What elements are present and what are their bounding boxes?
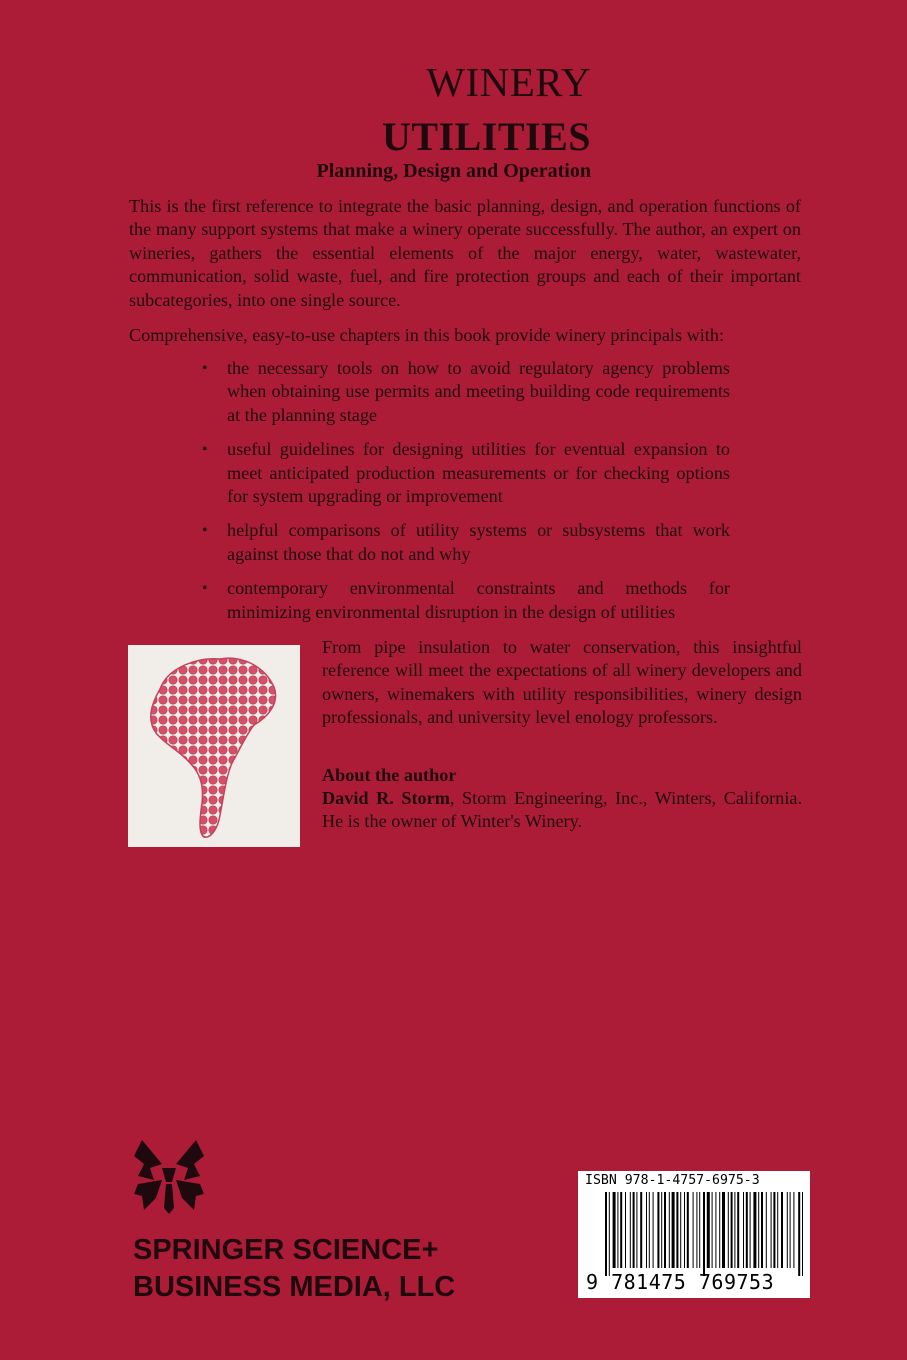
- barcode-bar: [699, 1192, 700, 1268]
- barcode-bar: [605, 1192, 607, 1276]
- feature-text: the necessary tools on how to avoid regulatory agency problems when obtaining use permits and meeting building code requirements at the planning stage: [227, 358, 730, 425]
- about-author-heading: About the author: [322, 765, 457, 785]
- barcode-bar: [613, 1192, 616, 1268]
- barcode-bar: [653, 1192, 654, 1268]
- author-name: David R. Storm: [322, 788, 450, 808]
- barcode-bar: [609, 1192, 610, 1276]
- barcode-bar: [620, 1192, 622, 1268]
- barcode-bar: [766, 1192, 767, 1268]
- barcode-bar: [798, 1192, 800, 1276]
- author-details: , Storm Engineering, Inc., Winters, California. He is the owner of Winter's Winery.: [322, 788, 802, 832]
- barcode-bar: [771, 1192, 772, 1268]
- bullet-marker: •: [202, 360, 208, 377]
- publisher-line1: SPRINGER SCIENCE+: [133, 1234, 439, 1266]
- bullet-marker: •: [202, 441, 208, 459]
- isbn-label: ISBN 978-1-4757-6975-3: [585, 1173, 760, 1188]
- barcode-bar: [646, 1192, 647, 1268]
- barcode-bar: [715, 1192, 716, 1268]
- chapters-intro: Comprehensive, easy-to-use chapters in this book provide winery principals with:: [129, 325, 725, 345]
- barcode-bar: [758, 1192, 759, 1268]
- barcode-bar: [669, 1192, 670, 1268]
- about-author-text: [322, 787, 802, 834]
- barcode-bar: [773, 1192, 775, 1268]
- barcode-bar: [707, 1192, 710, 1268]
- feature-text: contemporary environmental constraints and methods for minimizing environmental disruption in the design of utilities: [227, 578, 730, 622]
- barcode-bar: [753, 1192, 756, 1268]
- barcode-bar: [790, 1192, 791, 1268]
- springer-logo-icon: [132, 1138, 206, 1214]
- barcode-bar: [684, 1192, 685, 1268]
- barcode-bar: [777, 1192, 778, 1268]
- barcode-bar: [743, 1192, 744, 1268]
- barcode-digits: 9 781475 769753: [586, 1270, 775, 1294]
- barcode-bar: [693, 1192, 694, 1268]
- barcode-bar: [802, 1192, 803, 1276]
- book-title-line1: WINERY: [426, 59, 591, 105]
- description-paragraph: This is the first reference to integrate the basic planning, design, and operation functions of the many support systems that make a winery operate successfully. The author, an expert on wineries, gathers the essential elements of the major energy, water, wastewater, communication, solid waste, fuel, and fire protection groups and each of their important subcategories, into one single source.: [129, 196, 801, 310]
- barcode-bar: [664, 1192, 666, 1268]
- barcode-bar: [787, 1192, 788, 1268]
- barcode-bar: [734, 1192, 735, 1268]
- barcode-bar: [746, 1192, 748, 1268]
- feature-list: [200, 357, 730, 635]
- barcode-bar: [761, 1192, 763, 1268]
- barcode-bar: [625, 1192, 626, 1268]
- feature-item: [200, 519, 730, 566]
- feature-item: [200, 357, 730, 427]
- barcode-bar: [676, 1192, 678, 1268]
- barcode-bar: [633, 1192, 635, 1268]
- bullet-marker: •: [202, 580, 208, 598]
- bullet-marker: •: [202, 522, 208, 540]
- grape-cluster-image: [128, 645, 300, 847]
- barcode-bar: [793, 1192, 794, 1268]
- publisher-line2: BUSINESS MEDIA, LLC: [133, 1271, 456, 1303]
- barcode-bar: [728, 1192, 729, 1268]
- barcode-bar: [617, 1192, 618, 1268]
- barcode-bar: [737, 1192, 739, 1268]
- barcode-bar: [636, 1192, 637, 1268]
- grape-cluster-icon: [128, 645, 300, 847]
- barcode-bar: [687, 1192, 689, 1268]
- barcode-bar: [672, 1192, 675, 1268]
- feature-item: [200, 438, 730, 508]
- closing-paragraph: From pipe insulation to water conservation, this insightful reference will meet the expectations of all winery developers and owners, winemakers with utility responsibilities, winery design professionals, and university level enology professors.: [322, 637, 802, 728]
- publisher-name: [133, 1232, 455, 1306]
- barcode-bar: [661, 1192, 662, 1268]
- barcode-bar: [649, 1192, 650, 1268]
- isbn-barcode: [578, 1171, 810, 1298]
- barcode-bar: [630, 1192, 631, 1268]
- barcode-bar: [657, 1192, 659, 1268]
- barcode-bar: [781, 1192, 783, 1268]
- book-title-line2: UTILITIES: [381, 114, 591, 159]
- barcode-bar: [719, 1192, 720, 1268]
- barcode-bar: [750, 1192, 751, 1268]
- barcode-bar: [680, 1192, 681, 1268]
- barcode-bar: [731, 1192, 733, 1268]
- barcode-bar: [722, 1192, 725, 1268]
- feature-text: useful guidelines for designing utilities for eventual expansion to meet anticipated production measurements or for checking options for system upgrading or improvement: [227, 439, 730, 507]
- barcode-bar: [640, 1192, 642, 1268]
- barcode-bar: [703, 1192, 705, 1276]
- barcode-bar: [696, 1192, 697, 1268]
- feature-item: [200, 577, 730, 624]
- barcode-bar: [712, 1192, 713, 1268]
- book-subtitle: Planning, Design and Operation: [316, 160, 591, 182]
- feature-text: helpful comparisons of utility systems or subsystems that work against those that do not and why: [227, 520, 730, 564]
